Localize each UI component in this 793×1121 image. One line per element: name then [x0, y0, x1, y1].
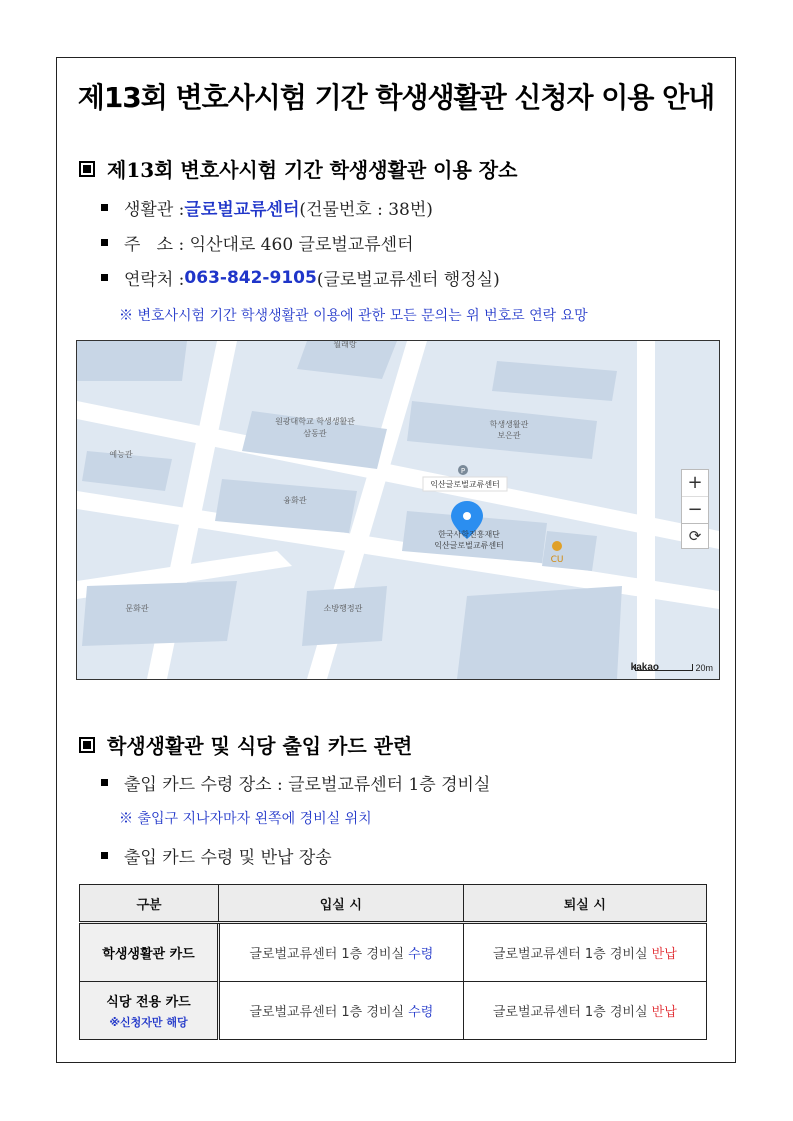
- checkout-place: 글로벌교류센터 1층 경비실: [492, 1005, 652, 1020]
- map-label-top: 월래랑: [333, 341, 357, 349]
- map-label-yeneung: 예능관: [109, 450, 133, 459]
- map-label-parking: 익산글로벌교류센터: [430, 480, 500, 489]
- address-label: 주 소 :: [124, 235, 190, 255]
- checkin-action: 수령: [408, 947, 434, 962]
- checkout-place: 글로벌교류센터 1층 경비실: [492, 947, 652, 962]
- map-label-boeun-1: 학생생활관: [489, 420, 529, 429]
- header-checkout: 퇴실 시: [463, 885, 706, 923]
- svg-text:P: P: [460, 467, 466, 475]
- map-scale-label: 20m: [695, 663, 713, 673]
- building-se: [457, 586, 622, 679]
- contact-note: ※ 변호사시험 기간 학생생활관 이용에 관한 모든 문의는 위 번호로 연락 요망: [119, 308, 588, 324]
- map-label-wonkwang-1: 원광대학교 학생생활관: [275, 417, 355, 426]
- dorm-label: 생활관 :: [124, 200, 185, 220]
- section-heading-location: [79, 154, 517, 183]
- table-row: [80, 982, 707, 1040]
- filled-square-icon: [79, 737, 95, 753]
- map-label-wonkwang-2: 삼동관: [303, 429, 327, 438]
- bullet-icon: [101, 239, 108, 246]
- contact-suffix: (글로벌교류센터 행정실): [316, 270, 500, 290]
- map-label-yunghwa: 융화관: [283, 496, 307, 505]
- map-reset-button[interactable]: ⟳: [681, 523, 709, 549]
- header-checkin: 입실 시: [219, 885, 464, 923]
- kakao-logo: kakao: [630, 662, 659, 673]
- checkout-action: 반납: [651, 1005, 677, 1020]
- zoom-control: [681, 469, 709, 524]
- table-header-row: [80, 885, 707, 923]
- dorm-line: [101, 195, 433, 220]
- row-name-text: 학생생활관 카드: [102, 947, 195, 962]
- zoom-out-button[interactable]: −: [682, 496, 708, 523]
- map-label-cu: CU: [550, 555, 564, 565]
- location-map[interactable]: [76, 340, 720, 680]
- row-sub-note: ※신청자만 해당: [109, 1016, 188, 1029]
- map-label-marker-1: 한국사학진흥재단: [438, 530, 500, 539]
- checkout-cell: [463, 923, 706, 982]
- cu-store-icon: [552, 541, 562, 551]
- checkin-place: 글로벌교류센터 1층 경비실: [249, 1005, 409, 1020]
- bullet-icon: [101, 779, 108, 786]
- map-label-boeun-2: 보은관: [497, 431, 521, 440]
- building-ne: [492, 361, 617, 401]
- address-line: [101, 230, 414, 255]
- building-munhwa: [82, 581, 237, 646]
- checkin-place: 글로벌교류센터 1층 경비실: [249, 947, 409, 962]
- section-heading-text: 제13회 변호사시험 기간 학생생활관 이용 장소: [107, 158, 518, 182]
- building-fire: [302, 586, 387, 646]
- guard-room-note: ※ 출입구 지나자마자 왼쪽에 경비실 위치: [119, 811, 372, 827]
- checkout-action: 반납: [651, 947, 677, 962]
- filled-square-icon: [79, 161, 95, 177]
- card-pickup-line: [101, 770, 490, 795]
- checkin-action: 수령: [408, 1005, 434, 1020]
- section-heading-cards: [79, 730, 412, 759]
- card-return-line: [101, 843, 332, 868]
- building-nw: [77, 341, 187, 381]
- map-label-marker-2: 익산글로벌교류센터: [434, 541, 504, 550]
- bullet-icon: [101, 274, 108, 281]
- address-value: 익산대로 460 글로벌교류센터: [189, 235, 414, 255]
- map-label-fire: 소방행정관: [323, 604, 363, 613]
- bullet-icon: [101, 852, 108, 859]
- checkin-cell: [219, 923, 464, 982]
- map-label-munhwa: 문화관: [125, 604, 149, 613]
- contact-line: [101, 265, 500, 290]
- row-name-text: 식당 전용 카드: [106, 995, 191, 1010]
- table-row: [80, 923, 707, 982]
- page-title: 제13회 변호사시험 기간 학생생활관 신청자 이용 안내: [77, 81, 715, 114]
- row-name: [80, 982, 219, 1040]
- zoom-in-button[interactable]: +: [687, 472, 703, 493]
- contact-phone: 063-842-9105: [184, 267, 317, 288]
- header-category: 구분: [80, 885, 219, 923]
- checkin-cell: [219, 982, 464, 1040]
- section-heading-text: 학생생활관 및 식당 출입 카드 관련: [107, 734, 413, 758]
- contact-label: 연락처 :: [124, 270, 185, 290]
- row-name: [80, 923, 219, 982]
- scale-bar-icon: [635, 664, 693, 671]
- card-table: [79, 884, 707, 1040]
- building-boeun: [407, 401, 597, 459]
- map-canvas: [77, 341, 719, 679]
- building-cu: [542, 531, 597, 571]
- dorm-name: 글로벌교류센터: [184, 200, 300, 220]
- card-return-text: 출입 카드 수령 및 반납 장송: [124, 848, 332, 868]
- document-frame: [56, 57, 736, 1063]
- bullet-icon: [101, 204, 108, 211]
- dorm-suffix: (건물번호 : 38번): [299, 200, 433, 220]
- checkout-cell: [463, 982, 706, 1040]
- card-pickup-text: 출입 카드 수령 장소 : 글로벌교류센터 1층 경비실: [124, 775, 491, 795]
